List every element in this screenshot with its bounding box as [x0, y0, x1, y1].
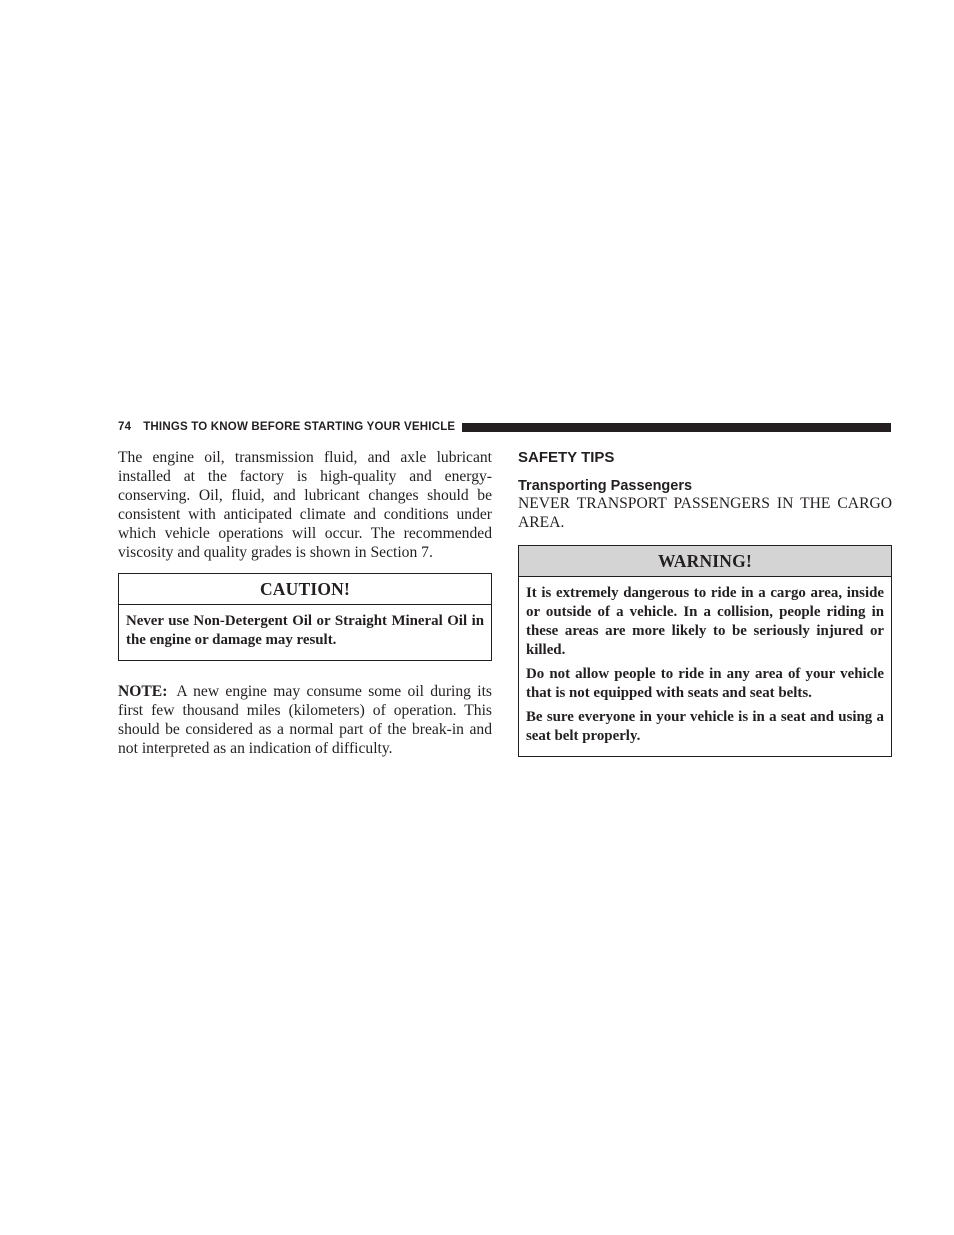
note-label: NOTE:	[118, 683, 168, 700]
caution-body	[119, 605, 491, 660]
header-rule	[462, 423, 891, 432]
safety-tips-heading: SAFETY TIPS	[518, 449, 615, 466]
warning-paragraph: Do not allow people to ride in any area of your vehicle that is not equipped with seats and seat belts.	[526, 666, 884, 701]
warning-paragraph: It is extremely dangerous to ride in a cargo area, inside or outside of a vehicle. In a collision, people riding in these areas are more likely to be seriously injured or killed.	[526, 585, 884, 658]
page-header	[118, 418, 891, 436]
warning-paragraph: Be sure everyone in your vehicle is in a seat and using a seat belt properly.	[526, 709, 884, 744]
warning-box	[518, 545, 892, 757]
caution-title: CAUTION!	[119, 574, 491, 605]
warning-body	[519, 577, 891, 756]
cargo-area-paragraph: NEVER TRANSPORT PASSENGERS IN THE CARGO AREA.	[518, 495, 892, 531]
page-number: 74	[118, 421, 132, 433]
caution-text: Never use Non-Detergent Oil or Straight Mineral Oil in the engine or damage may result.	[126, 613, 484, 648]
note-text: A new engine may consume some oil during its first few thousand miles (kilometers) of operation. This should be considered as a normal part of the break-in and not interpreted as an indication of difficulty.	[118, 683, 492, 757]
section-title: THINGS TO KNOW BEFORE STARTING YOUR VEHICLE	[143, 421, 456, 433]
engine-oil-paragraph: The engine oil, transmission fluid, and axle lubricant installed at the factory is high-quality and energy-conserving. Oil, fluid, and lubricant changes should be consistent with anticipated climate and conditions under which vehicle operations will occur. The recommended viscosity and quality grades is shown in Section 7.	[118, 449, 492, 561]
caution-box	[118, 573, 492, 661]
left-column	[118, 449, 492, 757]
note-paragraph	[118, 683, 492, 759]
warning-title: WARNING!	[519, 546, 891, 577]
transporting-passengers-subheading: Transporting Passengers	[518, 478, 693, 494]
